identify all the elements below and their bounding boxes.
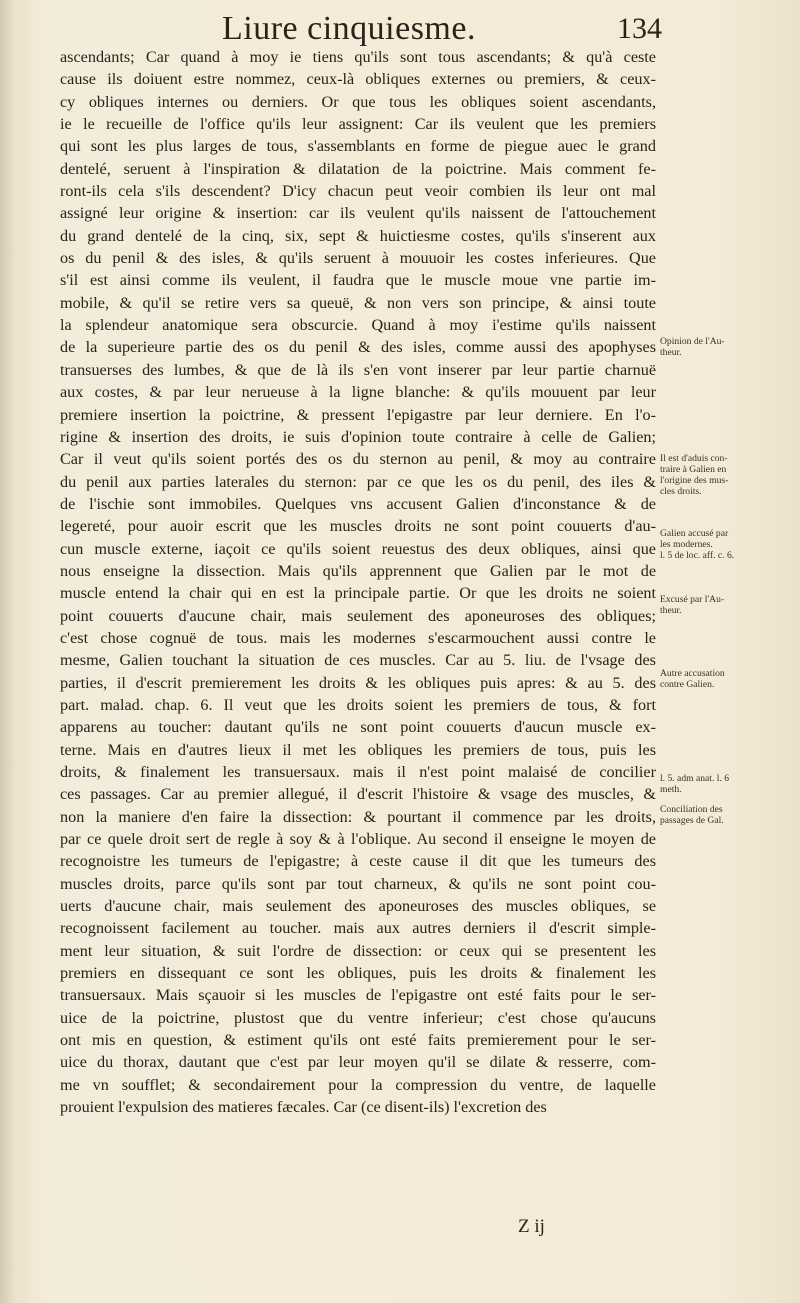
- text-line: recognoissent facilement au toucher. mais aux autres derniers il d'escrit simple-: [60, 919, 656, 938]
- text-line: legereté, pour auoir escrit que les muscles droits ne sont point couuerts d'au-: [60, 517, 656, 536]
- text-line: prouient l'expulsion des matieres fæcales. Car (ce disent-ils) l'excretion des: [60, 1098, 547, 1117]
- text-line: point couuerts d'aucune chair, mais seulement des aponeuroses des obliques;: [60, 606, 656, 625]
- text-line: qui sont les plus larges de tous, s'assemblants en forme de piegue auec le grand: [60, 137, 656, 156]
- text-line: droits, & finalement les transuersaux. mais il n'est point malaisé de concilier: [60, 763, 656, 781]
- margin-note-line: Autre accusation: [660, 668, 725, 679]
- margin-note: [660, 528, 790, 561]
- margin-note-line: passages de Gal.: [660, 815, 724, 826]
- text-line: uerts d'aucune chair, mais seulement des aponeuroses des muscles obliques, se: [60, 897, 656, 916]
- text-line: premiere insertion la poictrine, & pressent l'epigastre par leur derniere. En l'o-: [60, 405, 656, 424]
- text-line: de la superieure partie des os du penil & des isles, comme aussi des apophyses: [60, 338, 656, 357]
- margin-note: [660, 453, 790, 497]
- margin-note-line: l. 5. adm anat. l. 6: [660, 773, 730, 784]
- margin-notes-column: [660, 0, 790, 1303]
- margin-note-line: contre Galien.: [660, 679, 715, 690]
- margin-note-line: l'origine des mus-: [660, 475, 729, 486]
- text-line: apparens au toucher: dautant qu'ils ne sont point couuerts d'aucun muscle ex-: [60, 718, 656, 737]
- text-line: par ce quele droit sert de regle à soy & à l'oblique. Au second il enseigne le moyen de: [60, 830, 656, 849]
- margin-note: [660, 773, 790, 795]
- main-text-column: [60, 46, 656, 1119]
- text-line: assigné leur origine & insertion: car ils veulent qu'ils naissent de l'attouchement: [60, 204, 656, 223]
- text-line: la splendeur anatomique sera obscurcie. Quand à moy i'estime qu'ils naissent: [60, 316, 656, 335]
- text-line: muscle entend la chair qui en est la principale partie. Or que les droits ne soient: [60, 584, 656, 603]
- text-line: ie le recueille de l'office qu'ils leur assignent: Car ils veulent que les premiers: [60, 115, 656, 134]
- text-line: part. malad. chap. 6. Il veut que les droits soient les premiers de tous, & fort: [60, 695, 656, 714]
- text-line: recognoistre les tumeurs de l'epigastre; à ceste cause il dit que les tumeurs des: [60, 852, 656, 871]
- margin-note-line: cles droits.: [660, 486, 702, 497]
- margin-note: [660, 804, 790, 826]
- text-line: uice de la poictrine, plustost que du ventre inferieur; c'est chose qu'aucuns: [60, 1008, 656, 1027]
- margin-note: [660, 594, 790, 616]
- margin-note-line: Il est d'aduis con-: [660, 453, 728, 464]
- text-line: cause ils doiuent estre nommez, ceux-là obliques externes ou premiers, & ceux-: [60, 70, 656, 89]
- margin-note: [660, 336, 790, 358]
- text-line: nous enseigne la dissection. Mais qu'ils apprennent que Galien par le mot de: [60, 561, 656, 580]
- folio-number: 134: [617, 12, 662, 45]
- text-line: terne. Mais en d'autres lieux il met les obliques les premiers de tous, puis les: [60, 740, 656, 759]
- text-line: c'est chose cognuë de tous. mais les modernes s'escarmouchent aussi contre le: [60, 628, 656, 647]
- text-line: Car il veut qu'ils soient portés des os du sternon au penil, & moy au contraire: [60, 450, 656, 469]
- margin-note-line: les modernes.: [660, 539, 713, 550]
- margin-note-line: theur.: [660, 347, 682, 358]
- text-line: dentelé, seruent à l'inspiration & dilatation de la poictrine. Mais comment fe-: [60, 159, 656, 178]
- text-line: muscles droits, parce qu'ils sont par tout charneux, & qu'ils ne sont point cou-: [60, 874, 656, 893]
- text-line: de l'ischie sont immobiles. Quelques vns accusent Galien d'inconstance & de: [60, 494, 656, 513]
- gutter-shadow: [0, 0, 16, 1303]
- margin-note-line: theur.: [660, 605, 682, 616]
- text-line: ront-ils cela s'ils descendent? D'icy chacun peut veoir combien ils leur ont mal: [60, 182, 656, 201]
- margin-note-line: l. 5 de loc. aff. c. 6.: [660, 550, 735, 561]
- text-line: aux costes, & par leur nerueuse à la ligne blanche: & qu'ils mouuent par leur: [60, 383, 656, 402]
- text-line: ces passages. Car au premier allegué, il d'escrit l'histoire & vsage des muscles, &: [60, 785, 656, 804]
- text-line: me vn soufflet; & secondairement pour la compression du ventre, de laquelle: [60, 1075, 656, 1094]
- running-title: Liure cinquiesme.: [222, 10, 476, 47]
- margin-note-line: meth.: [660, 784, 682, 795]
- margin-note-line: traire à Galien en: [660, 464, 727, 475]
- text-line: mesme, Galien touchant la situation de ces muscles. Car au 5. liu. de l'vsage des: [60, 651, 656, 670]
- text-line: non la maniere d'en faire la dissection: & pourtant il commence par les droits,: [60, 807, 656, 826]
- signature-mark: Z ij: [518, 1216, 545, 1237]
- text-line: mobile, & qu'il se retire vers sa queuë, & non vers son principe, & ainsi toute: [60, 293, 656, 312]
- text-line: uice du thorax, dautant que c'est par leur moyen qu'il se dilate & resserre, com-: [60, 1053, 656, 1072]
- margin-note-line: Galien accusé par: [660, 528, 729, 539]
- text-line: os du penil & des isles, & qu'ils seruent à mouuoir les costes inferieures. Que: [60, 249, 656, 268]
- text-line: premiers en dissequant ce sont les obliques, puis les droits & finalement les: [60, 964, 656, 983]
- margin-note-line: Conciliation des: [660, 804, 723, 815]
- margin-note-line: Opinion de l'Au-: [660, 336, 725, 347]
- text-line: transuersaux. Mais sçauoir si les muscles de l'epigastre ont esté faits pour le ser-: [60, 986, 656, 1005]
- text-line: du penil aux parties laterales du sternon: par ce que les os du penil, des iles &: [60, 472, 656, 491]
- text-line: cy obliques internes ou derniers. Or que tous les obliques soient ascendants,: [60, 92, 656, 111]
- text-line: du grand dentelé de la cinq, six, sept & huictiesme costes, qu'ils s'inserent aux: [60, 226, 656, 245]
- text-line: s'il est ainsi comme ils veulent, il faudra que le muscle moue vne partie im-: [60, 271, 656, 290]
- margin-note: [660, 668, 790, 690]
- text-line: ment leur situation, & suit l'ordre de dissection: or ceux qui se presentent les: [60, 941, 656, 960]
- text-line: cun muscle externe, iaçoit ce qu'ils soient reuestus des deux obliques, ainsi que: [60, 539, 656, 558]
- margin-note-line: Excusé par l'Au-: [660, 594, 725, 605]
- text-line: transuerses des lumbes, & que de là ils s'en vont inserer par leur partie charnuë: [60, 360, 656, 379]
- text-line: rigine & insertion des droits, ie suis d'opinion toute contraire à celle de Galien;: [60, 427, 656, 446]
- text-line: parties, il d'escrit premierement les droits & les obliques puis apres: & au 5. des: [60, 673, 656, 692]
- text-line: ascendants; Car quand à moy ie tiens qu'ils sont tous ascendants; & qu'à ceste: [60, 48, 656, 66]
- text-line: ont mis en question, & estiment qu'ils ont esté faits premierement pour le ser-: [60, 1031, 656, 1050]
